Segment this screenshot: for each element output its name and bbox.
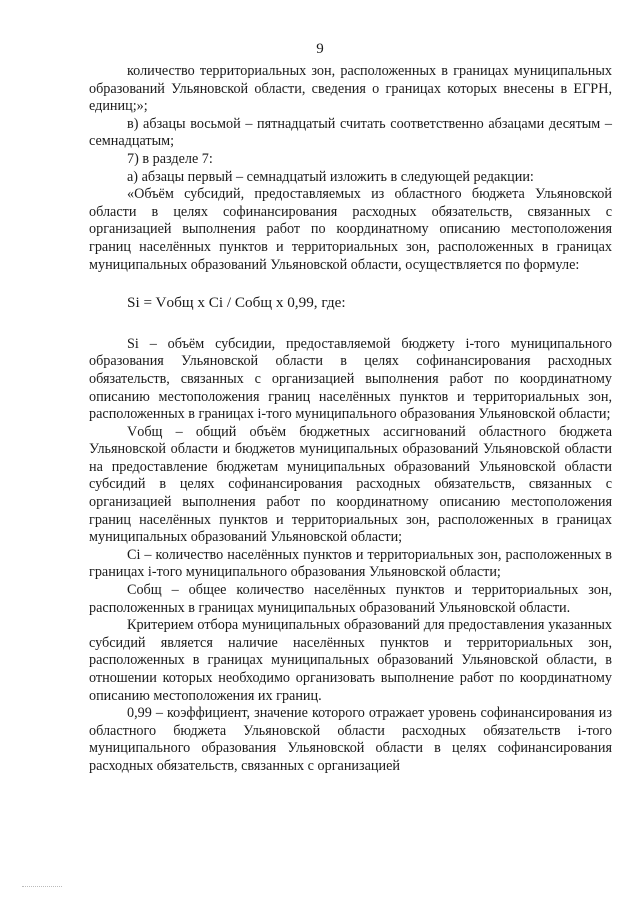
- page-number: 9: [316, 41, 324, 57]
- scan-artifact: [22, 886, 62, 889]
- paragraph-coefficient: 0,99 – коэффициент, значение которого отражает уровень софинансирования из областного бюджета Ульяновской области расходных обязательств i-того муниципального образования Ульяновской области в целях софинансирования расходных обязательств, связанных с организацией: [89, 705, 612, 774]
- definition-si: Si – объём субсидии, предоставляемой бюджету i-того муниципального образования Ульяновской области в целях софинансирования расходных обязательств, связанных с организацией выполнения работ по координатному описанию местоположения границ населённых пунктов и территориальных зон, расположенных в границах i-того муниципального образования Ульяновской области;: [89, 335, 612, 423]
- document-body: [89, 63, 612, 776]
- paragraph-new-edition: а) абзацы первый – семнадцатый изложить в следующей редакции:: [127, 168, 534, 185]
- definition-ci: Ci – количество населённых пунктов и территориальных зон, расположенных в границах i-того муниципального образования Ульяновской области;: [89, 546, 612, 581]
- definition-c-total: Cобщ – общее количество населённых пунктов и территориальных зон, расположенных в границах муниципальных образований Ульяновской области.: [89, 582, 612, 616]
- subsidy-formula: Si = Vобщ x Ci / Cобщ x 0,99, где:: [127, 294, 346, 312]
- paragraph-subsidy-volume: «Объём субсидий, предоставляемых из областного бюджета Ульяновской области в целях софинансирования расходных обязательств, связанных с организацией выполнения работ по координатному описанию местоположения границ населённых пунктов и территориальных зон, расположенных в границах муниципальных образований Ульяновской области, осуществляется по формуле:: [89, 186, 612, 273]
- paragraph-section-7: 7) в разделе 7:: [127, 150, 213, 167]
- definition-v-total: Vобщ – общий объём бюджетных ассигнований областного бюджета Ульяновской области и бюджетов муниципальных образований Ульяновской области на предоставление бюджетам муниципальных образований Ульяновской области субсидий в целях софинансирования расходных обязательств, связанных с организацией выполнения работ по координатному описанию местоположения границ населённых пунктов и территориальных зон, расположенных в границах муниципальных образований Ульяновской области;: [89, 423, 612, 546]
- paragraph-renumber-clauses: в) абзацы восьмой – пятнадцатый считать соответственно абзацами десятым – семнадцатым;: [89, 115, 612, 150]
- paragraph-selection-criterion: Критерием отбора муниципальных образований для предоставления указанных субсидий является наличие населённых пунктов и территориальных зон, расположенных в границах муниципальных образований Ульяновской области, в отношении которых необходимо организовать выполнение работ по координатному описанию местоположения их границ.: [89, 617, 612, 704]
- paragraph-territorial-zones-count: количество территориальных зон, расположенных в границах муниципальных образований Ульяновской области, сведения о границах которых внесены в ЕГРН, единиц;»;: [89, 63, 612, 115]
